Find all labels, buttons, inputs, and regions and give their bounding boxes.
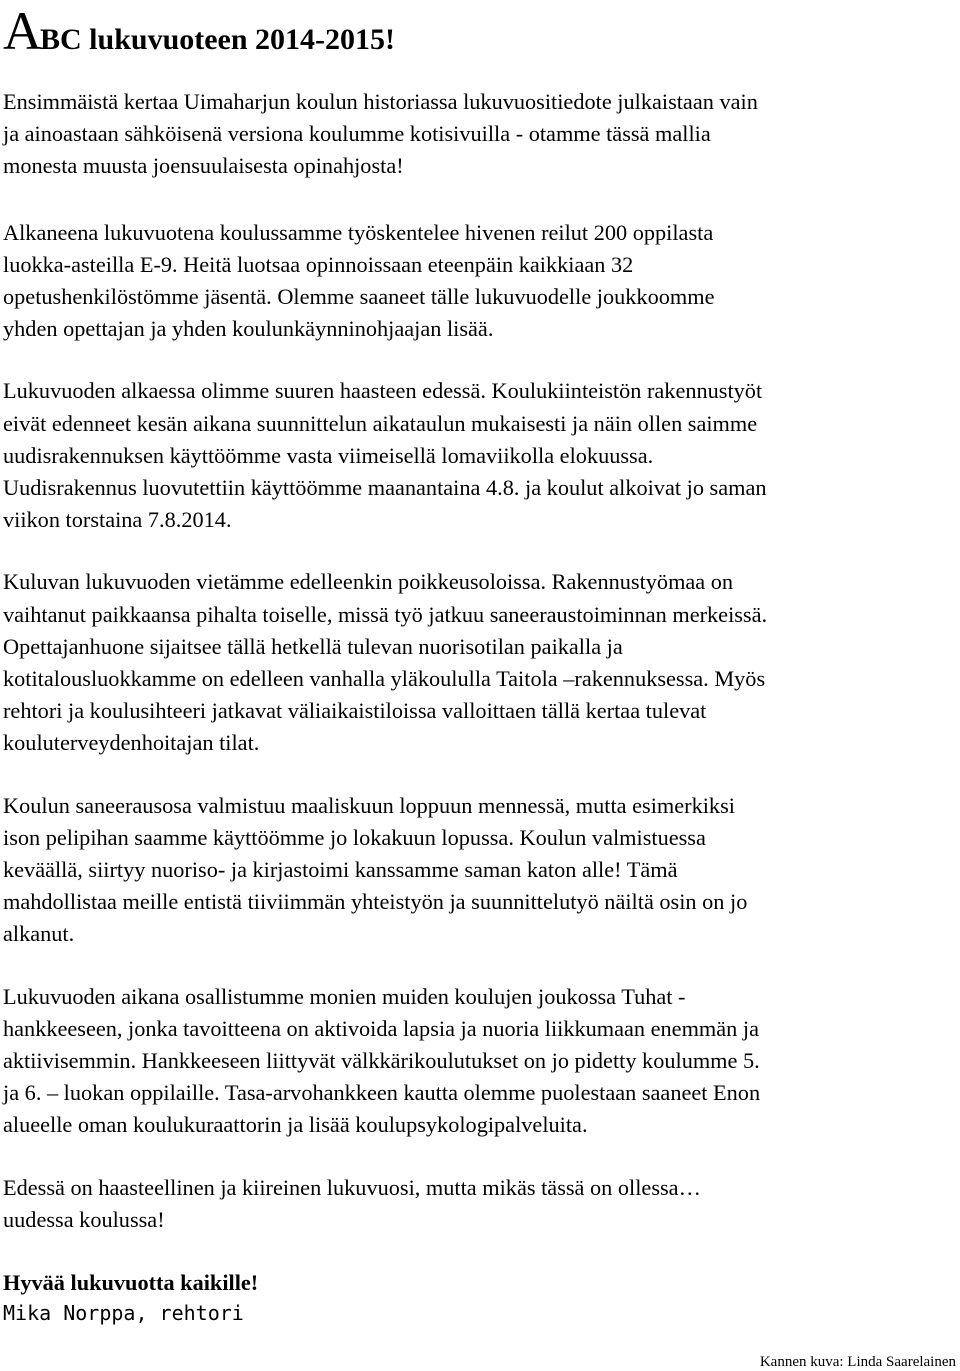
signoff	[3, 1268, 955, 1328]
paragraph	[3, 981, 955, 1142]
paragraph	[3, 566, 955, 759]
paragraph-line: Opettajanhuone sijaitsee tällä hetkellä tulevan nuorisotilan paikalla ja	[3, 633, 623, 659]
page-title	[3, 0, 955, 60]
paragraph-line: Uudisrakennus luovutettiin käyttöömme maanantaina 4.8. ja koulut alkoivat jo saman	[3, 475, 767, 501]
paragraph-line: hankkeeseen, jonka tavoitteena on aktivoida lapsia ja nuoria liikkumaan enemmän ja	[3, 1015, 759, 1041]
paragraph-line: vaihtanut paikkaansa pihalta toiselle, missä työ jatkuu saneeraustoiminnan merkeissä.	[3, 601, 768, 627]
paragraph-line: Ensimmäistä kertaa Uimaharjun koulun historiassa lukuvuositiedote julkaistaan vain	[3, 89, 758, 114]
paragraph-line: alueelle oman koulukuraattorin ja lisää koulupsykologipalveluita.	[3, 1112, 588, 1138]
paragraph-line: luokka-asteilla E-9. Heitä luotsaa opinnoissaan eteenpäin kaikkiaan 32	[3, 251, 634, 277]
paragraph-line: uudisrakennuksen käyttöömme vasta viimeisellä lomaviikolla elokuussa.	[3, 442, 654, 468]
paragraph-line: monesta muusta joensuulaisesta opinahjosta!	[3, 153, 404, 179]
paragraph-line: kotitalousluokkamme on edelleen vanhalla yläkoululla Taitola –rakennuksessa. Myös	[3, 666, 766, 692]
paragraph	[3, 790, 955, 951]
paragraph-line: kouluterveydenhoitajan tilat.	[3, 730, 260, 756]
paragraph-line: Lukuvuoden alkaessa olimme suuren haasteen edessä. Koulukiinteistön rakennustyöt	[3, 378, 763, 404]
title-initial: A	[3, 1, 40, 61]
paragraph	[3, 86, 955, 183]
paragraph-line: Koulun saneerausosa valmistuu maaliskuun loppuun mennessä, mutta esimerkiksi	[3, 792, 735, 818]
paragraph	[3, 1172, 955, 1236]
closing-greeting: Hyvää lukuvuotta kaikille!	[3, 1270, 259, 1296]
title-text: BC lukuvuoteen 2014-2015!	[40, 23, 396, 56]
cover-photo-credit: Kannen kuva: Linda Saarelainen	[759, 1354, 956, 1370]
paragraph-line: Kuluvan lukuvuoden vietämme edelleenkin poikkeusoloissa. Rakennustyömaa on	[3, 569, 734, 595]
paragraph-line: Lukuvuoden aikana osallistumme monien muiden koulujen joukossa Tuhat -	[3, 983, 686, 1009]
letter-page	[3, 0, 955, 1328]
paragraph-line: rehtori ja koulusihteeri jatkavat väliaikaistiloissa valloittaen tällä kertaa tulevat	[3, 698, 707, 724]
paragraph-line: Alkaneena lukuvuotena koulussamme työskentelee hivenen reilut 200 oppilasta	[3, 219, 714, 245]
paragraph-line: viikon torstaina 7.8.2014.	[3, 507, 232, 533]
paragraph-line: keväällä, siirtyy nuoriso- ja kirjastoimi kanssamme saman katon alle! Tämä	[3, 857, 678, 883]
signature: Mika Norppa, rehtori	[3, 1301, 244, 1326]
paragraph-line: opetushenkilöstömme jäsentä. Olemme saaneet tälle lukuvuodelle joukkoomme	[3, 284, 715, 310]
paragraph-line: mahdollistaa meille entistä tiiviimmän yhteistyön ja suunnittelutyö näiltä osin on jo	[3, 889, 748, 915]
paragraph-line: Edessä on haasteellinen ja kiireinen lukuvuosi, mutta mikäs tässä on ollessa…	[3, 1174, 701, 1200]
paragraph-line: ja 6. – luokan oppilaille. Tasa-arvohankkeen kautta olemme puolestaan saaneet Enon	[3, 1080, 761, 1106]
letter-body	[3, 86, 955, 1236]
paragraph-line: aktiivisemmin. Hankkeeseen liittyvät välkkärikoulutukset on jo pidetty koulumme 5.	[3, 1048, 760, 1074]
paragraph	[3, 375, 955, 536]
paragraph-line: yhden opettajan ja yhden koulunkäynninohjaajan lisää.	[3, 316, 494, 342]
paragraph-line: ison pelipihan saamme käyttöömme jo lokakuun lopussa. Koulun valmistuessa	[3, 824, 706, 850]
paragraph-line: eivät edenneet kesän aikana suunnittelun aikataulun mukaisesti ja näin ollen saimme	[3, 410, 758, 436]
paragraph-line: ja ainoastaan sähköisenä versiona koulumme kotisivuilla - otamme tässä mallia	[3, 121, 711, 147]
paragraph-line: alkanut.	[3, 921, 75, 947]
paragraph	[3, 217, 955, 346]
paragraph-line: uudessa koulussa!	[3, 1206, 165, 1232]
